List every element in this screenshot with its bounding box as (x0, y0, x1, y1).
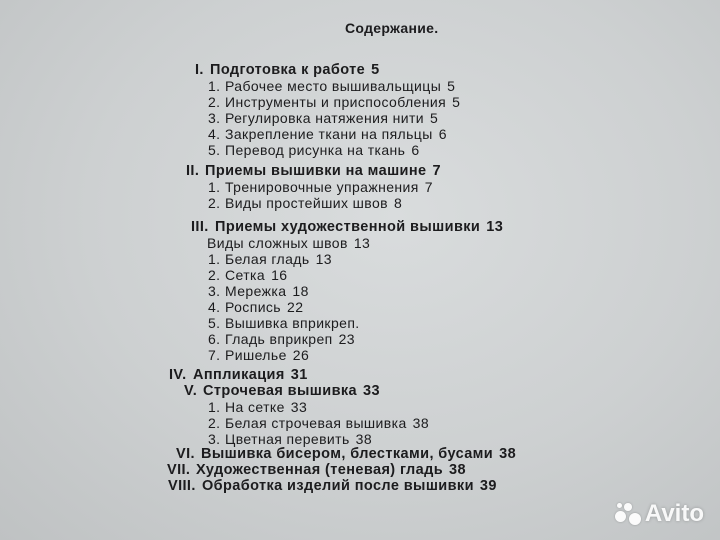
toc-number: II. (186, 163, 200, 179)
toc-number: 2. (208, 195, 221, 211)
toc-item (208, 251, 332, 267)
toc-section (167, 462, 466, 478)
toc-text: Ришелье (225, 347, 287, 363)
toc-number: I. (195, 62, 204, 78)
toc-page-number: 26 (292, 347, 310, 363)
toc-page-number: 5 (429, 110, 439, 126)
toc-section (169, 367, 308, 383)
toc-item (208, 179, 433, 195)
toc-number: 3. (208, 431, 221, 447)
toc-item (208, 110, 439, 126)
toc-page-number: 6 (411, 142, 420, 158)
toc-text: Вышивка вприкреп. (225, 315, 360, 331)
toc-number: 6. (208, 331, 221, 347)
toc-page-number: 8 (393, 195, 403, 211)
toc-page-number: 5 (447, 78, 456, 94)
toc-page-number: 7 (432, 163, 441, 179)
toc-number: 5. (208, 142, 221, 158)
toc-item (208, 267, 288, 283)
toc-section (176, 446, 517, 462)
toc-number: III. (191, 219, 209, 235)
toc-item (208, 347, 310, 363)
toc-number: V. (184, 383, 198, 399)
toc-text: Виды сложных швов (207, 235, 348, 251)
toc-item (208, 399, 308, 415)
toc-page-number: 6 (438, 126, 447, 142)
toc-number: 2. (208, 94, 221, 110)
toc-number: 5. (208, 315, 221, 331)
toc-number: 4. (208, 126, 221, 142)
toc-number: 3. (208, 110, 221, 126)
toc-page-number: 38 (449, 462, 466, 478)
toc-title: Содержание. (345, 20, 439, 36)
toc-page-number: 33 (290, 399, 308, 415)
toc-item (208, 94, 461, 110)
toc-page-number: 31 (290, 367, 308, 383)
toc-item (208, 331, 355, 347)
toc-section (191, 219, 504, 235)
toc-page-number: 38 (412, 415, 430, 431)
toc-number: VII. (167, 462, 191, 478)
toc-text: Цветная перевить (225, 431, 350, 447)
toc-number: VIII. (168, 478, 196, 494)
toc-page-number: 5 (452, 94, 461, 110)
toc-number: 1. (208, 179, 221, 195)
toc-text: Приемы вышивки на машине (205, 163, 427, 179)
toc-item (208, 126, 447, 142)
toc-item (208, 415, 430, 431)
toc-text: Роспись (225, 299, 282, 315)
toc-item (207, 235, 370, 251)
toc-item (208, 195, 403, 211)
toc-page-number: 16 (271, 267, 288, 283)
toc-number: 7. (208, 347, 221, 363)
toc-page-number: 5 (371, 62, 380, 78)
toc-page-number: 38 (499, 446, 517, 462)
toc-number: 1. (208, 78, 221, 94)
toc-text: Вышивка бисером, блестками, бусами (201, 446, 494, 462)
toc-text: Закрепление ткани на пяльцы (225, 126, 433, 142)
toc-text: На сетке (225, 399, 285, 415)
toc-item (208, 299, 304, 315)
toc-page-number: 22 (287, 299, 304, 315)
toc-text: Аппликация (193, 367, 285, 383)
toc-page-number: 13 (315, 251, 332, 267)
toc-page-number: 7 (424, 179, 433, 195)
toc-text: Инструменты и приспособления (225, 94, 447, 110)
toc-number: 2. (208, 415, 221, 431)
toc-text: Гладь вприкреп (225, 331, 333, 347)
toc-item (208, 78, 456, 94)
toc-number: 3. (208, 283, 221, 299)
toc-item (208, 283, 309, 299)
toc-text: Виды простейших швов (225, 195, 388, 211)
toc-number: 1. (208, 399, 221, 415)
toc-section (184, 383, 380, 399)
toc-text: Регулировка натяжения нити (225, 110, 424, 126)
toc-text: Обработка изделий после вышивки (202, 478, 474, 494)
toc-text: Художественная (теневая) гладь (196, 462, 444, 478)
toc-text: Белая гладь (225, 251, 310, 267)
toc-page-number: 39 (479, 478, 497, 494)
toc-text: Мережка (225, 283, 287, 299)
avito-logo-icon (615, 503, 641, 525)
toc-page-number: 33 (363, 383, 380, 399)
toc-text: Сетка (225, 267, 266, 283)
toc-text: Строчевая вышивка (203, 383, 358, 399)
toc-page-number: 23 (338, 331, 355, 347)
toc-item (208, 142, 420, 158)
toc-page-number: 38 (355, 431, 373, 447)
watermark-text: Avito (644, 500, 704, 527)
toc-section (195, 62, 380, 78)
toc-text: Подготовка к работе (210, 62, 366, 78)
toc-number: IV. (169, 367, 187, 383)
toc-number: 1. (208, 251, 221, 267)
toc-number: VI. (176, 446, 195, 462)
toc-number: 4. (208, 299, 221, 315)
toc-section (168, 478, 497, 494)
toc-page-number: 13 (486, 219, 504, 235)
toc-text: Перевод рисунка на ткань (225, 142, 406, 158)
toc-section (186, 163, 441, 179)
toc-page-number: 13 (353, 235, 371, 251)
toc-text: Приемы художественной вышивки (215, 219, 481, 235)
toc-item (208, 431, 373, 447)
toc-text: Белая строчевая вышивка (225, 415, 407, 431)
toc-text: Рабочее место вышивальщицы (225, 78, 442, 94)
toc-text: Тренировочные упражнения (225, 179, 419, 195)
toc-number: 2. (208, 267, 221, 283)
toc-item (208, 315, 360, 331)
toc-page-number: 18 (292, 283, 309, 299)
avito-watermark (615, 500, 704, 528)
